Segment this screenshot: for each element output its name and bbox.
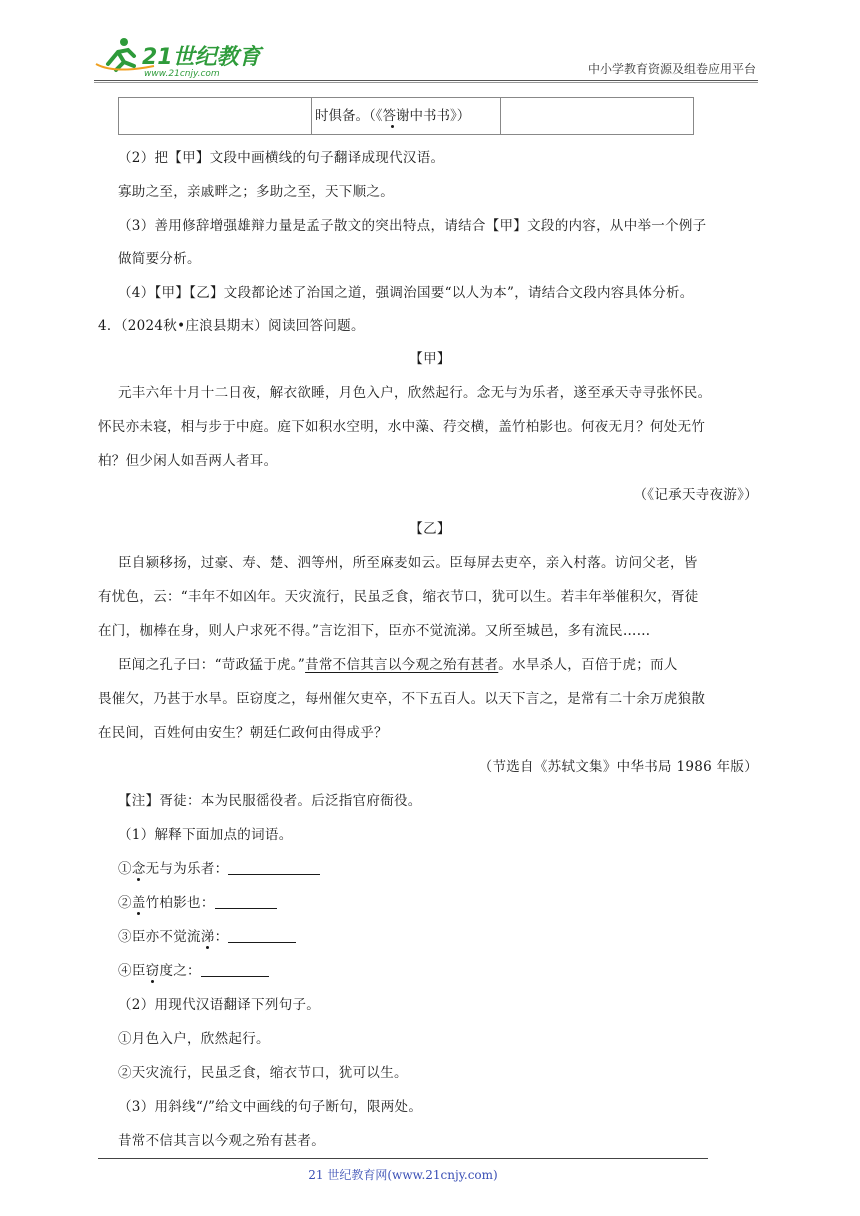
yi-p1-line1: 臣自颍移扬，过豪、寿、楚、泗等州，所至麻麦如云。臣每屏去吏卒，亲入村落。访问父老，皆 xyxy=(118,555,698,571)
underlined-sentence: 昔常不信其言以今观之殆有甚者 xyxy=(305,657,499,673)
svg-text:www.21cnjy.com: www.21cnjy.com xyxy=(144,69,220,79)
yi-p1-line3: 在门，枷棒在身，则人户求死不得。”言讫泪下，臣亦不觉流涕。又所至城邑，多有流民…… xyxy=(98,623,651,639)
yi-p2-line2: 畏催欠，乃甚于水旱。臣窃度之，每州催欠吏卒，不下五百人。以天下言之，是常有二十余万虎狼散 xyxy=(98,691,706,707)
footer-text[interactable]: 21 世纪教育网(www.21cnjy.com) xyxy=(308,1168,498,1182)
q3-part2: （2）把【甲】文段中画横线的句子翻译成现代汉语。 xyxy=(118,150,445,166)
header-divider-thin xyxy=(94,82,758,83)
answer-blank[interactable] xyxy=(228,860,320,875)
translate-1: ①月色入户，欣然起行。 xyxy=(118,1031,270,1047)
site-logo xyxy=(94,34,264,82)
yi-p2-quote: 臣闻之孔子曰：“苛政猛于虎。” xyxy=(118,657,306,673)
vocab-item-3: ③臣亦不觉流涕： xyxy=(118,925,296,945)
vocab-item-4: ④臣窃度之： xyxy=(118,959,269,979)
q3-part3-line2: 做简要分析。 xyxy=(118,251,201,267)
yi-source: （节选自《苏轼文集》中华书局 1986 年版） xyxy=(478,759,758,775)
yi-p2-line3: 在民间，百姓何由安生？朝廷仁政何由得成乎？ xyxy=(98,725,388,741)
table-fragment xyxy=(118,97,694,135)
header-divider xyxy=(94,80,758,81)
q4-intro: 4．（2024秋•庄浪县期末）阅读回答问题。 xyxy=(98,318,365,334)
jia-heading: 【甲】 xyxy=(409,351,451,367)
table-cell-empty-right xyxy=(501,98,693,134)
jia-line2: 怀民亦未寝，相与步于中庭。庭下如积水空明，水中藻、荇交横，盖竹柏影也。何夜无月？何处无竹 xyxy=(98,419,706,435)
yi-p2-rest: 。水旱杀人，百倍于虎；而人 xyxy=(498,657,678,673)
q3-sentence: 寡助之至，亲戚畔之；多助之至，天下顺之。 xyxy=(118,184,394,200)
q3-part4: （4）【甲】【乙】文段都论述了治国之道，强调治国要“以人为本”，请结合文段内容具体分析。 xyxy=(118,285,694,301)
answer-blank[interactable] xyxy=(228,928,296,943)
q4-part3: （3）用斜线“/”给文中画线的句子断句，限两处。 xyxy=(118,1099,423,1115)
svg-text:21世纪教育: 21世纪教育 xyxy=(142,45,261,70)
answer-blank[interactable] xyxy=(215,894,277,909)
q3-part3-line1: （3）善用修辞增强雄辩力量是孟子散文的突出特点，请结合【甲】文段的内容，从中举一个例子 xyxy=(118,218,707,234)
q4-sentence: 昔常不信其言以今观之殆有甚者。 xyxy=(118,1133,325,1149)
jia-source: （《记承天寺夜游》） xyxy=(633,487,758,503)
answer-blank[interactable] xyxy=(201,962,269,977)
header-platform-text: 中小学教育资源及组卷应用平台 xyxy=(587,62,756,76)
yi-p1-line2: 有忧色，云：“丰年不如凶年。天灾流行，民虽乏食，缩衣节口，犹可以生。若丰年举催积欠，胥徒 xyxy=(98,589,699,605)
yi-heading: 【乙】 xyxy=(409,521,451,537)
jia-line1: 元丰六年十月十二日夜，解衣欲睡，月色入户，欣然起行。念无与为乐者，遂至承天寺寻张怀民。 xyxy=(118,385,712,401)
table-cell-empty-left xyxy=(119,98,312,134)
q4-part1: （1）解释下面加点的词语。 xyxy=(118,827,293,843)
table-cell-text: 时俱备。（《答谢中书书》） xyxy=(311,98,501,134)
q4-part2: （2）用现代汉语翻译下列句子。 xyxy=(118,997,321,1013)
vocab-item-1: ①念无与为乐者： xyxy=(118,857,320,877)
footer-divider xyxy=(98,1158,708,1159)
vocab-item-2: ②盖竹柏影也： xyxy=(118,891,277,911)
yi-p2-line1 xyxy=(118,653,678,673)
translate-2: ②天灾流行，民虽乏食，缩衣节口，犹可以生。 xyxy=(118,1065,408,1081)
jia-line3: 柏？但少闲人如吾两人者耳。 xyxy=(98,453,278,469)
annotation-note: 【注】胥徒：本为民服徭役者。后泛指官府衙役。 xyxy=(118,793,422,809)
